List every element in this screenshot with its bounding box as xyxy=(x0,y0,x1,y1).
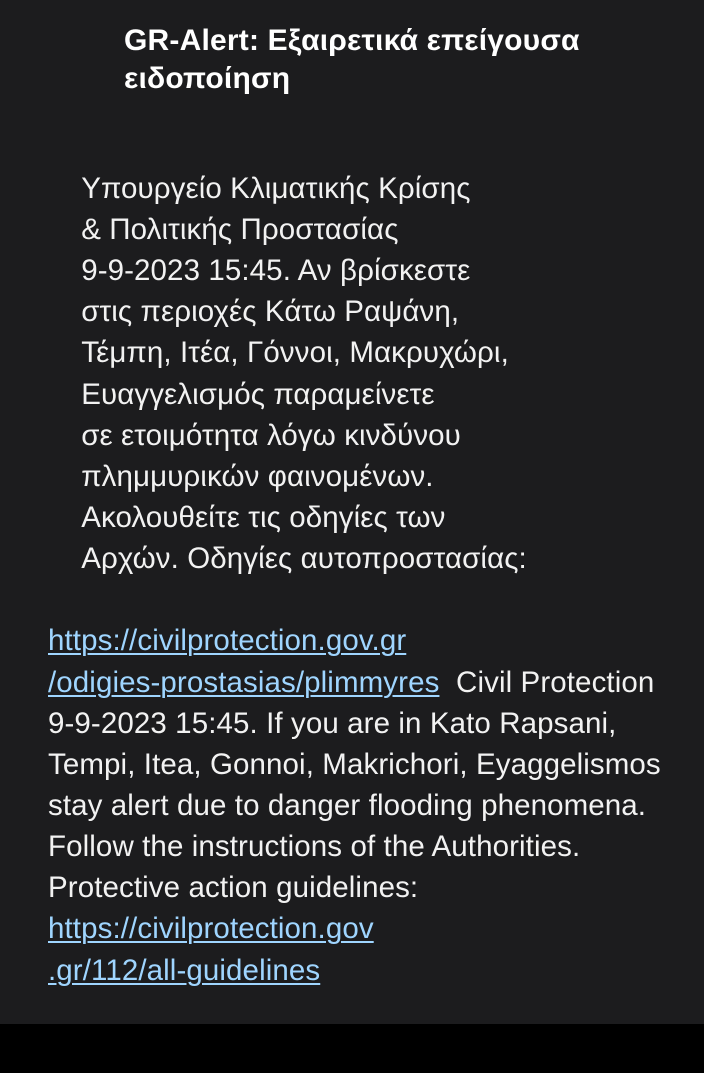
alert-text-greek-line-4: στις περιοχές Κάτω Ραψάνη, xyxy=(81,295,460,329)
english-guidelines-link-line-1[interactable]: https://civilprotection.gov xyxy=(48,912,374,946)
alert-text-greek-line-8: πλημμυρικών φαινομένων. xyxy=(81,459,434,493)
alert-text-greek-line-3: 9-9-2023 15:45. Αν βρίσκεστε xyxy=(81,254,471,288)
alert-text-greek-line-9: Ακολουθείτε τις οδηγίες των xyxy=(81,501,446,535)
alert-text-greek-line-5: Τέμπη, Ιτέα, Γόννοι, Μακρυχώρι, xyxy=(81,336,509,370)
alert-message-body xyxy=(44,127,678,1073)
alert-title xyxy=(124,22,678,99)
english-guidelines-link-line-2[interactable]: .gr/112/all-guidelines xyxy=(48,953,321,987)
alert-text-ministry-line-2: & Πολιτικής Προστασίας xyxy=(81,213,399,247)
greek-guidelines-link-line-1[interactable]: https://civilprotection.gov.gr xyxy=(48,624,407,658)
alert-text-ministry-line-1: Υπουργείο Κλιματικής Κρίσης xyxy=(81,171,471,205)
alert-text-greek-line-10: Αρχών. Οδηγίες αυτοπροστασίας: xyxy=(81,542,527,576)
alert-text-greek-line-7: σε ετοιμότητα λόγω κινδύνου xyxy=(81,418,461,452)
greek-guidelines-link-line-2[interactable]: /odigies-prostasias/plimmyres xyxy=(48,665,440,699)
alert-text-greek-line-6: Ευαγγελισμός παραμείνετε xyxy=(81,377,435,411)
alert-title-line-1: GR-Alert: Εξαιρετικά επείγουσα xyxy=(124,24,580,57)
alert-text-english: Civil Protection 9-9-2023 15:45. If you are in Kato Rapsani, Tempi, Itea, Gonnoi, Makrichori, Eyaggelismos stay alert due to danger flooding phenomena. Follow the instructions of the Authorities. Protective action guidelines: xyxy=(48,665,670,905)
alert-title-line-2: ειδοποίηση xyxy=(124,62,291,96)
